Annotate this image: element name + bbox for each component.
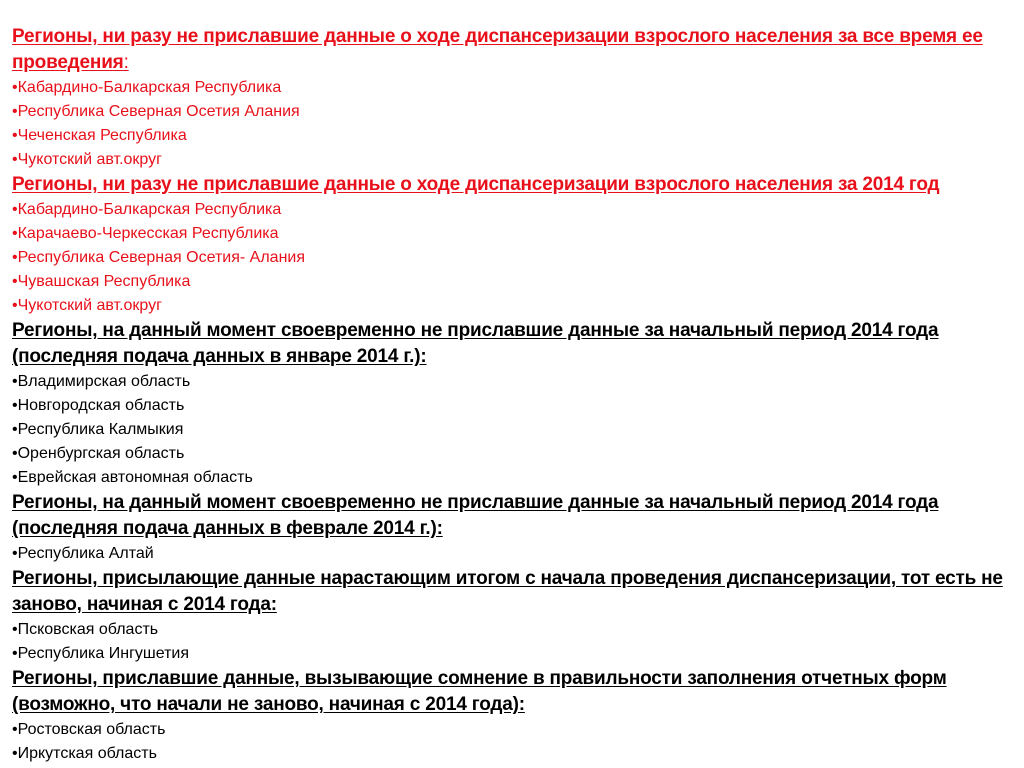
region-item: •Иркутская область <box>12 745 157 762</box>
region-list <box>12 370 1016 490</box>
region-item: •Ростовская область <box>12 721 166 738</box>
section-heading: Регионы, на данный момент своевременно не приславшие данные за начальный период 2014 года (последняя подача данных в январе 2014 г.): <box>12 320 939 367</box>
region-list <box>12 198 1016 318</box>
region-list <box>12 542 1016 566</box>
region-item: •Оренбургская область <box>12 445 185 462</box>
document-body <box>12 24 1016 766</box>
region-list <box>12 718 1016 766</box>
section-heading <box>12 24 1016 76</box>
region-list <box>12 618 1016 666</box>
section-heading: Регионы, приславшие данные, вызывающие сомнение в правильности заполнения отчетных форм (возможно, что начали не заново, начиная с 2014 года): <box>12 668 947 715</box>
section-heading-text: Регионы, ни разу не приславшие данные о ходе диспансеризации взрослого населения за все время ее проведения <box>12 26 983 73</box>
section-late-february <box>12 490 1016 566</box>
section-heading: Регионы, ни разу не приславшие данные о ходе диспансеризации взрослого населения за 2014 год <box>12 174 940 195</box>
section-questionable-data <box>12 666 1016 766</box>
region-item: •Новгородская область <box>12 397 185 414</box>
region-item: •Республика Ингушетия <box>12 645 190 662</box>
region-item: •Чувашская Республика <box>12 273 191 290</box>
section-never-reported-all-time <box>12 24 1016 172</box>
region-item: •Псковская область <box>12 621 159 638</box>
region-item: •Карачаево-Черкесская Республика <box>12 225 279 242</box>
region-item: •Республика Алтай <box>12 545 154 562</box>
section-heading: Регионы, на данный момент своевременно не приславшие данные за начальный период 2014 года (последняя подача данных в феврале 2014 г.): <box>12 492 939 539</box>
section-late-january <box>12 318 1016 490</box>
region-item: •Республика Северная Осетия- Алания <box>12 249 305 266</box>
region-item: •Кабардино-Балкарская Республика <box>12 201 282 218</box>
section-never-reported-2014 <box>12 172 1016 318</box>
region-item: •Владимирская область <box>12 373 191 390</box>
region-item: •Чукотский авт.округ <box>12 297 162 314</box>
section-heading: Регионы, присылающие данные нарастающим итогом с начала проведения диспансеризации, тот есть не заново, начиная с 2014 года: <box>12 568 1003 615</box>
region-item: •Республика Северная Осетия Алания <box>12 103 300 120</box>
region-list <box>12 76 1016 172</box>
region-item: •Чеченская Республика <box>12 127 187 144</box>
section-heading-suffix: : <box>123 52 129 73</box>
section-cumulative-totals <box>12 566 1016 666</box>
region-item: •Еврейская автономная область <box>12 469 253 486</box>
region-item: •Кабардино-Балкарская Республика <box>12 79 282 96</box>
region-item: •Чукотский авт.округ <box>12 151 162 168</box>
region-item: •Республика Калмыкия <box>12 421 184 438</box>
